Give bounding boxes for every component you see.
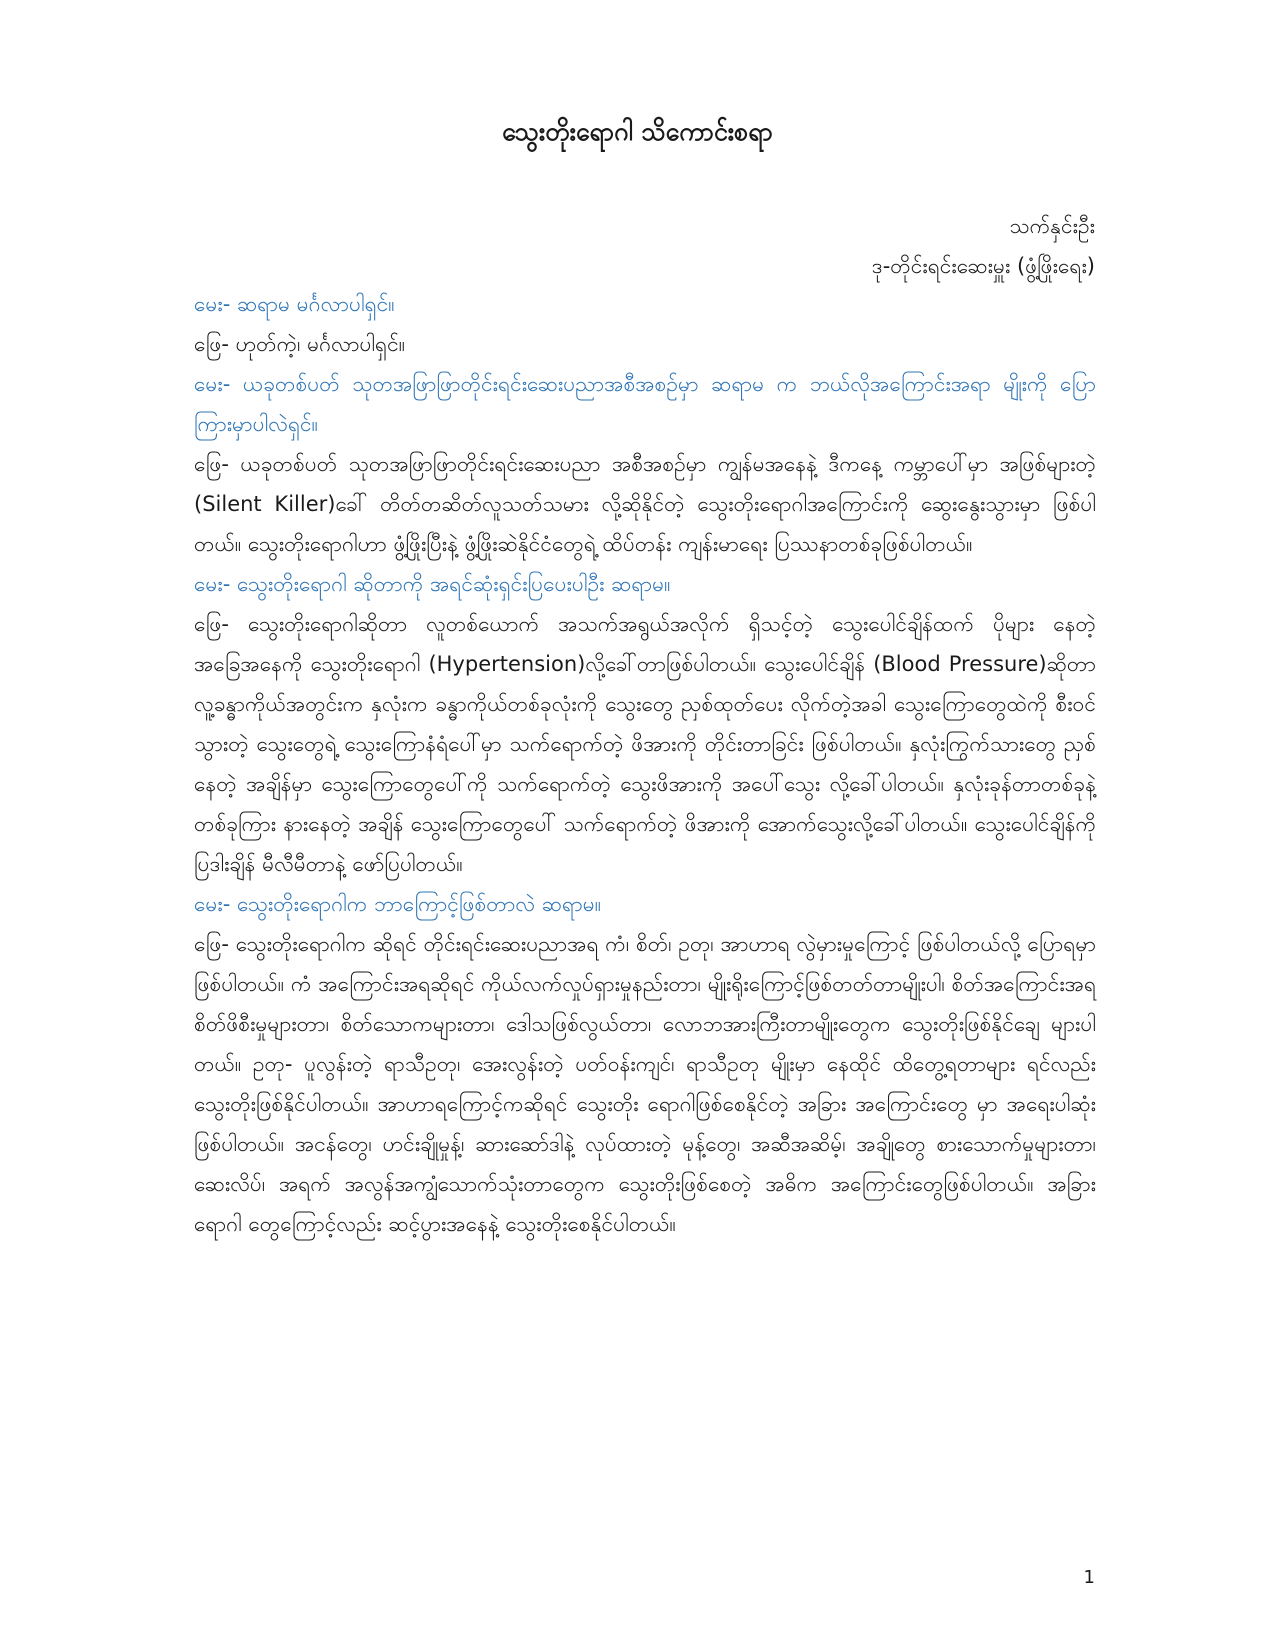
- question-paragraph: မေး- ဆရာမ မင်္ဂလာပါရှင်။: [194, 292, 395, 316]
- question-paragraph: မေး- ယခုတစ်ပတ် သုတအဖြာဖြာတိုင်းရင်းဆေးပညာအစီအစဉ်မှာ ဆရာမ က ဘယ်လိုအကြောင်းအရာ မျိုးကို ပြောကြားမှာပါလဲရှင်။: [194, 372, 1096, 436]
- question-paragraph: မေး- သွေးတိုးရောဂါ ဆိုတာကို အရင်ဆုံးရှင်းပြပေးပါဦး ဆရာမ။: [194, 572, 671, 596]
- document-title: သွေးတိုးရောဂါ သိကောင်းစရာ: [502, 117, 773, 146]
- answer-paragraph: ဖြေ- ယခုတစ်ပတ် သုတအဖြာဖြာတိုင်းရင်းဆေးပညာ အစီအစဉ်မှာ ကျွန်မအနေနဲ့ ဒီကနေ့ ကမ္ဘာပေါ်မှာ အဖြစ်များတဲ့ (Silent Killer)ခေါ် တိတ်တဆိတ်လူသတ်သမား လို့ဆိုနိုင်တဲ့ သွေးတိုးရောဂါအကြောင်းကို ဆွေးနွေးသွားမှာ ဖြစ်ပါတယ်။ သွေးတိုးရောဂါဟာ ဖွံ့ဖြိုးပြီးနဲ့ ဖွံ့ဖြိုးဆဲနိုင်ငံတွေရဲ့ ထိပ်တန်း ကျန်းမာရေး ပြဿနာတစ်ခုဖြစ်ပါတယ်။: [194, 452, 1096, 556]
- interview-content: [194, 284, 1096, 1244]
- answer-paragraph: ဖြေ- ဟုတ်ကဲ့၊ မင်္ဂလာပါရှင်။: [194, 332, 406, 356]
- author-position: ဒု-တိုင်းရင်းဆေးမှူး (ဖွံ့ဖြိုးရေး): [871, 254, 1095, 278]
- question-paragraph: မေး- သွေးတိုးရောဂါက ဘာကြောင့်ဖြစ်တာလဲ ဆရာမ။: [194, 892, 602, 916]
- answer-paragraph: ဖြေ- သွေးတိုးရောဂါဆိုတာ လူတစ်ယောက် အသက်အရွယ်အလိုက် ရှိသင့်တဲ့ သွေးပေါင်ချိန်ထက် ပိုများ နေတဲ့ အခြေအနေကို သွေးတိုးရောဂါ (Hypertension)လို့ခေါ်တာဖြစ်ပါတယ်။ သွေးပေါင်ချိန် (Blood Pressure)ဆိုတာ လူ့ခန္ဓာကိုယ်အတွင်းက နှလုံးက ခန္ဓာကိုယ်တစ်ခုလုံးကို သွေးတွေ ညှစ်ထုတ်ပေး လိုက်တဲ့အခါ သွေးကြောတွေထဲကို စီးဝင်သွားတဲ့ သွေးတွေရဲ့ သွေးကြောနံရံပေါ်မှာ သက်ရောက်တဲ့ ဖိအားကို တိုင်းတာခြင်း ဖြစ်ပါတယ်။ နှလုံးကြွက်သားတွေ ညှစ်နေတဲ့ အချိန်မှာ သွေးကြောတွေပေါ်ကို သက်ရောက်တဲ့ သွေးဖိအားကို အပေါ်သွေး လို့ခေါ်ပါတယ်။ နှလုံးခုန်တာတစ်ခုနဲ့ တစ်ခုကြား နားနေတဲ့ အချိန် သွေးကြောတွေပေါ် သက်ရောက်တဲ့ ဖိအားကို အောက်သွေးလို့ခေါ်ပါတယ်။ သွေးပေါင်ချိန်ကို ပြဒါးချိန် မီလီမီတာနဲ့ ဖော်ပြပါတယ်။: [194, 612, 1096, 876]
- page-number: 1: [1083, 1567, 1095, 1588]
- answer-paragraph: ဖြေ- သွေးတိုးရောဂါက ဆိုရင် တိုင်းရင်းဆေးပညာအရ ကံ၊ စိတ်၊ ဥတု၊ အာဟာရ လွဲမှားမှုကြောင့် ဖြစ်ပါတယ်လို့ ပြောရမှာ ဖြစ်ပါတယ်။ ကံ အကြောင်းအရဆိုရင် ကိုယ်လက်လှုပ်ရှားမှုနည်းတာ၊ မျိုးရိုးကြောင့်ဖြစ်တတ်တာမျိုးပါ၊ စိတ်အကြောင်းအရ စိတ်ဖိစီးမှုများတာ၊ စိတ်သောကများတာ၊ ဒေါသဖြစ်လွယ်တာ၊ လောဘအားကြီးတာမျိုးတွေက သွေးတိုးဖြစ်နိုင်ချေ များပါ တယ်။ ဥတု- ပူလွန်းတဲ့ ရာသီဥတု၊ အေးလွန်းတဲ့ ပတ်ဝန်းကျင်၊ ရာသီဥတု မျိုးမှာ နေထိုင် ထိတွေ့ရတာများ ရင်လည်း သွေးတိုးဖြစ်နိုင်ပါတယ်။ အာဟာရကြောင့်ကဆိုရင် သွေးတိုး ရောဂါဖြစ်စေနိုင်တဲ့ အခြား အကြောင်းတွေ မှာ အရေးပါဆုံး ဖြစ်ပါတယ်။ အငန်တွေ၊ ဟင်းချိုမှုန့်၊ ဆားဆော်ဒါနဲ့ လုပ်ထားတဲ့ မုန့်တွေ၊ အဆီအဆိမ့်၊ အချိုတွေ စားသောက်မှုများတာ၊ ဆေးလိပ်၊ အရက် အလွန်အကျွံသောက်သုံးတာတွေက သွေးတိုးဖြစ်စေတဲ့ အဓိက အကြောင်းတွေဖြစ်ပါတယ်။ အခြားရောဂါ တွေကြောင့်လည်း ဆင့်ပွားအနေနဲ့ သွေးတိုးစေနိုင်ပါတယ်။: [194, 932, 1096, 1236]
- author-name: သက်နှင်းဦး: [1009, 214, 1095, 238]
- author-block: [872, 206, 1095, 286]
